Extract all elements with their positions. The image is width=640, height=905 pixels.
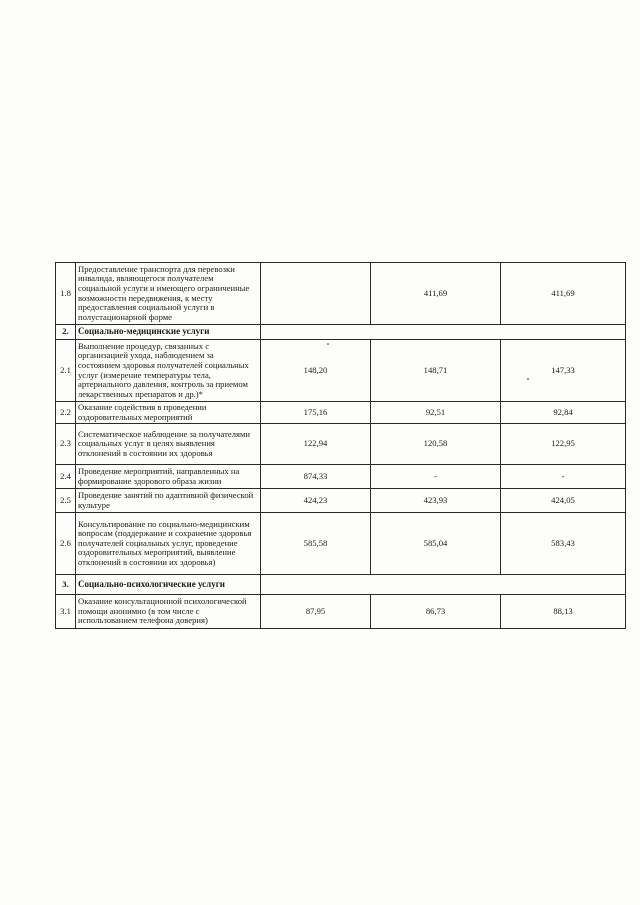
section-title: Социально-медицинские услуги (76, 325, 261, 340)
service-name: Предоставление транспорта для перевозки инвалида, являющегося получателем социальной услуги и имеющего ограниченные возможности передвижения, к месту предоставления социальной услуги в полустационарной форме (76, 263, 261, 325)
value-col-2: 423,93 (371, 489, 501, 513)
table-row (56, 263, 626, 325)
table-row (56, 340, 626, 402)
value-col-2: - (371, 465, 501, 489)
value-col-2: 411,69 (371, 263, 501, 325)
value-col-1: 585,58 (261, 513, 371, 575)
value-col-2: 148,71 (371, 340, 501, 402)
row-number: 2.6 (56, 513, 76, 575)
table-row (56, 513, 626, 575)
scan-speck (527, 378, 529, 380)
value-col-3: - (501, 465, 626, 489)
value-col-1: 148,20 (261, 340, 371, 402)
value-col-3: 122,95 (501, 424, 626, 465)
service-name: Систематическое наблюдение за получателями социальных услуг в целях выявления отклонений в состоянии их здоровья (76, 424, 261, 465)
service-name: Проведение мероприятий, направленных на формирование здорового образа жизни (76, 465, 261, 489)
value-col-1 (261, 263, 371, 325)
value-col-1: 424,23 (261, 489, 371, 513)
row-number: 2.2 (56, 402, 76, 424)
value-col-2: 92,51 (371, 402, 501, 424)
row-number: 3.1 (56, 595, 76, 629)
table-row (56, 424, 626, 465)
service-name: Консультирование по социально-медицинским вопросам (поддержание и сохранение здоровья получателей социальных услуг, проведение оздоровительных мероприятий, выявление отклонений в состоянии их здоровья) (76, 513, 261, 575)
services-price-table (55, 262, 626, 629)
value-col-3: 88,13 (501, 595, 626, 629)
table-row (56, 402, 626, 424)
value-col-2: 86,73 (371, 595, 501, 629)
value-col-3: 583,43 (501, 513, 626, 575)
section-title: Социально-психологические услуги (76, 575, 261, 595)
value-col-3: 424,05 (501, 489, 626, 513)
section-empty-cell (261, 575, 626, 595)
service-name: Проведение занятий по адаптивной физической культуре (76, 489, 261, 513)
row-number: 2.3 (56, 424, 76, 465)
service-name: Оказание консультационной психологической помощи анонимно (в том числе с использованием телефона доверия) (76, 595, 261, 629)
row-number: 1.8 (56, 263, 76, 325)
value-col-1: 175,16 (261, 402, 371, 424)
section-empty-cell (261, 325, 626, 340)
section-number: 2. (56, 325, 76, 340)
value-col-1: 122,94 (261, 424, 371, 465)
value-col-2: 585,04 (371, 513, 501, 575)
value-col-1: 87,95 (261, 595, 371, 629)
section-row (56, 575, 626, 595)
service-name: Оказание содействия в проведении оздоровительных мероприятий (76, 402, 261, 424)
row-number: 2.5 (56, 489, 76, 513)
row-number: 2.1 (56, 340, 76, 402)
table-row (56, 595, 626, 629)
value-col-2: 120,58 (371, 424, 501, 465)
value-col-3: 147,33 (501, 340, 626, 402)
row-number: 2.4 (56, 465, 76, 489)
section-number: 3. (56, 575, 76, 595)
table-row (56, 465, 626, 489)
table-row (56, 489, 626, 513)
service-name: Выполнение процедур, связанных с организацией ухода, наблюдением за состоянием здоровья получателей социальных услуг (измерение температуры тела, артериального давления, контроль за приемом лекарственных препаратов и др.)* (76, 340, 261, 402)
value-col-1: 874,33 (261, 465, 371, 489)
section-row (56, 325, 626, 340)
value-col-3: 411,69 (501, 263, 626, 325)
value-col-3: 92,84 (501, 402, 626, 424)
scan-speck (327, 343, 329, 345)
table-body (56, 263, 626, 629)
